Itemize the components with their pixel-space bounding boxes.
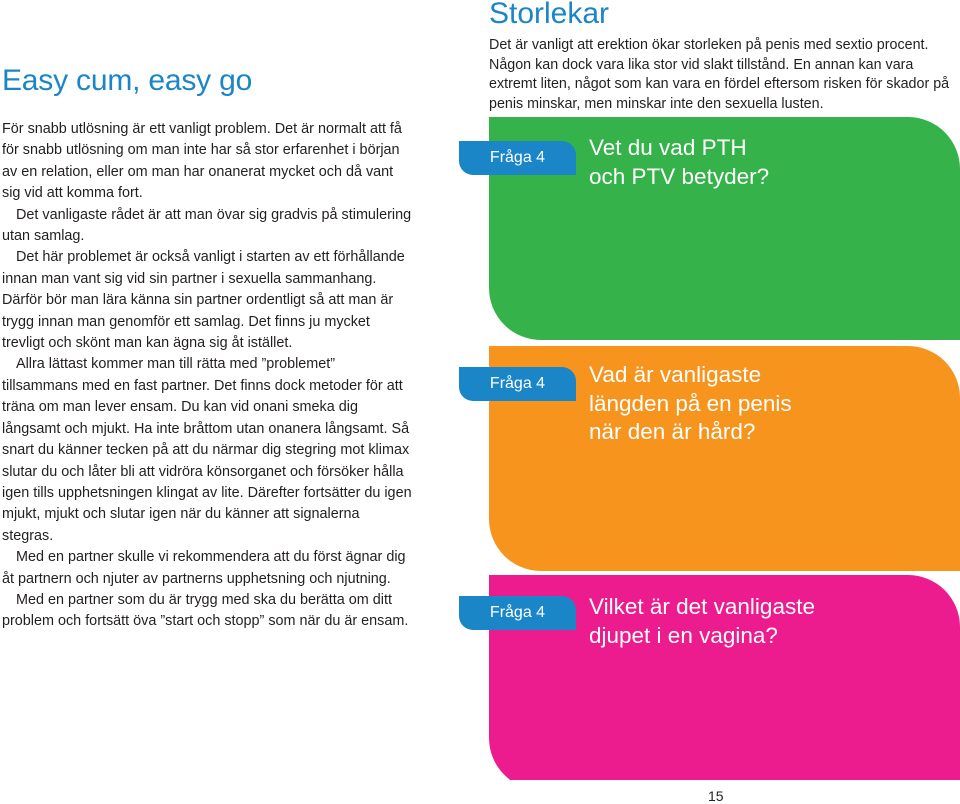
- page-number: 15: [708, 788, 724, 804]
- paragraph: Med en partner skulle vi rekommendera att du först ägnar dig åt partnern och njuter av partnerns upphetsning och njutning.: [2, 549, 406, 587]
- question-badge: Fråga 4: [459, 141, 576, 175]
- question-text: [589, 134, 939, 191]
- question-badge: Fråga 4: [459, 367, 576, 401]
- paragraph: Det här problemet är också vanligt i starten av ett förhållande innan man vant sig vid sin partner i sexuella sammanhang. Därför bör man lära känna sin partner ordentligt så att man är trygg innan man genomför ett samlag. Det finns ju mycket trevligt och skönt man kan ägna sig åt istället.: [2, 249, 405, 352]
- paragraph: Det vanligaste rådet är att man övar sig gradvis på stimulering utan samlag.: [2, 206, 412, 245]
- footer-strip: [489, 780, 960, 804]
- paragraph: Med en partner som du är trygg med ska du berätta om ditt problem och fortsätt öva ”start och stopp” som när du är ensam.: [2, 591, 409, 630]
- question-line: när den är hård?: [589, 419, 756, 444]
- paragraph: Allra lättast kommer man till rätta med ”problemet” tillsammans med en fast partner. Det finns dock metoder för att träna om man lever ensam. Du kan vid onani smeka dig långsamt och mjukt. Ha inte bråttom utan onanera långsamt. Så snart du känner tecken på att du närmar dig stegring mot klimax slutar du och låter bli att vidröra könsorganet och försöker hålla igen tills upphetsningen klingat av lite. Därefter fortsätter du igen mjukt, mjukt och slutar igen när du känner att signalerna stegras.: [2, 356, 412, 544]
- question-line: längden på en penis: [589, 390, 792, 416]
- question-line: djupet i en vagina?: [589, 622, 778, 648]
- section-intro: Det är vanligt att erektion ökar storleken på penis med sextio procent. Någon kan dock vara lika stor vid slakt tillstånd. En annan kan vara extremt liten, något som kan vara en fördel eftersom risken för skador på penis minskar, men minskar inte den sexuella lusten.: [489, 37, 950, 112]
- question-badge: Fråga 4: [459, 596, 576, 630]
- question-text: [589, 361, 939, 447]
- question-line: Vilket är det vanligaste: [589, 594, 815, 619]
- question-line: Vad är vanligaste: [589, 362, 762, 387]
- question-text: [589, 593, 939, 650]
- question-line: Vet du vad PTH: [589, 135, 747, 160]
- paragraph: För snabb utlösning är ett vanligt problem. Det är normalt att få för snabb utlösning om man inte har så stor erfarenhet i början av en relation, eller om man har onanerat mycket och då vant sig vid att komma fort.: [2, 121, 402, 202]
- article-title: Easy cum, easy go: [2, 64, 253, 97]
- article-body: [2, 119, 412, 633]
- section-title: Storlekar: [489, 0, 610, 30]
- question-line: och PTV betyder?: [589, 163, 770, 189]
